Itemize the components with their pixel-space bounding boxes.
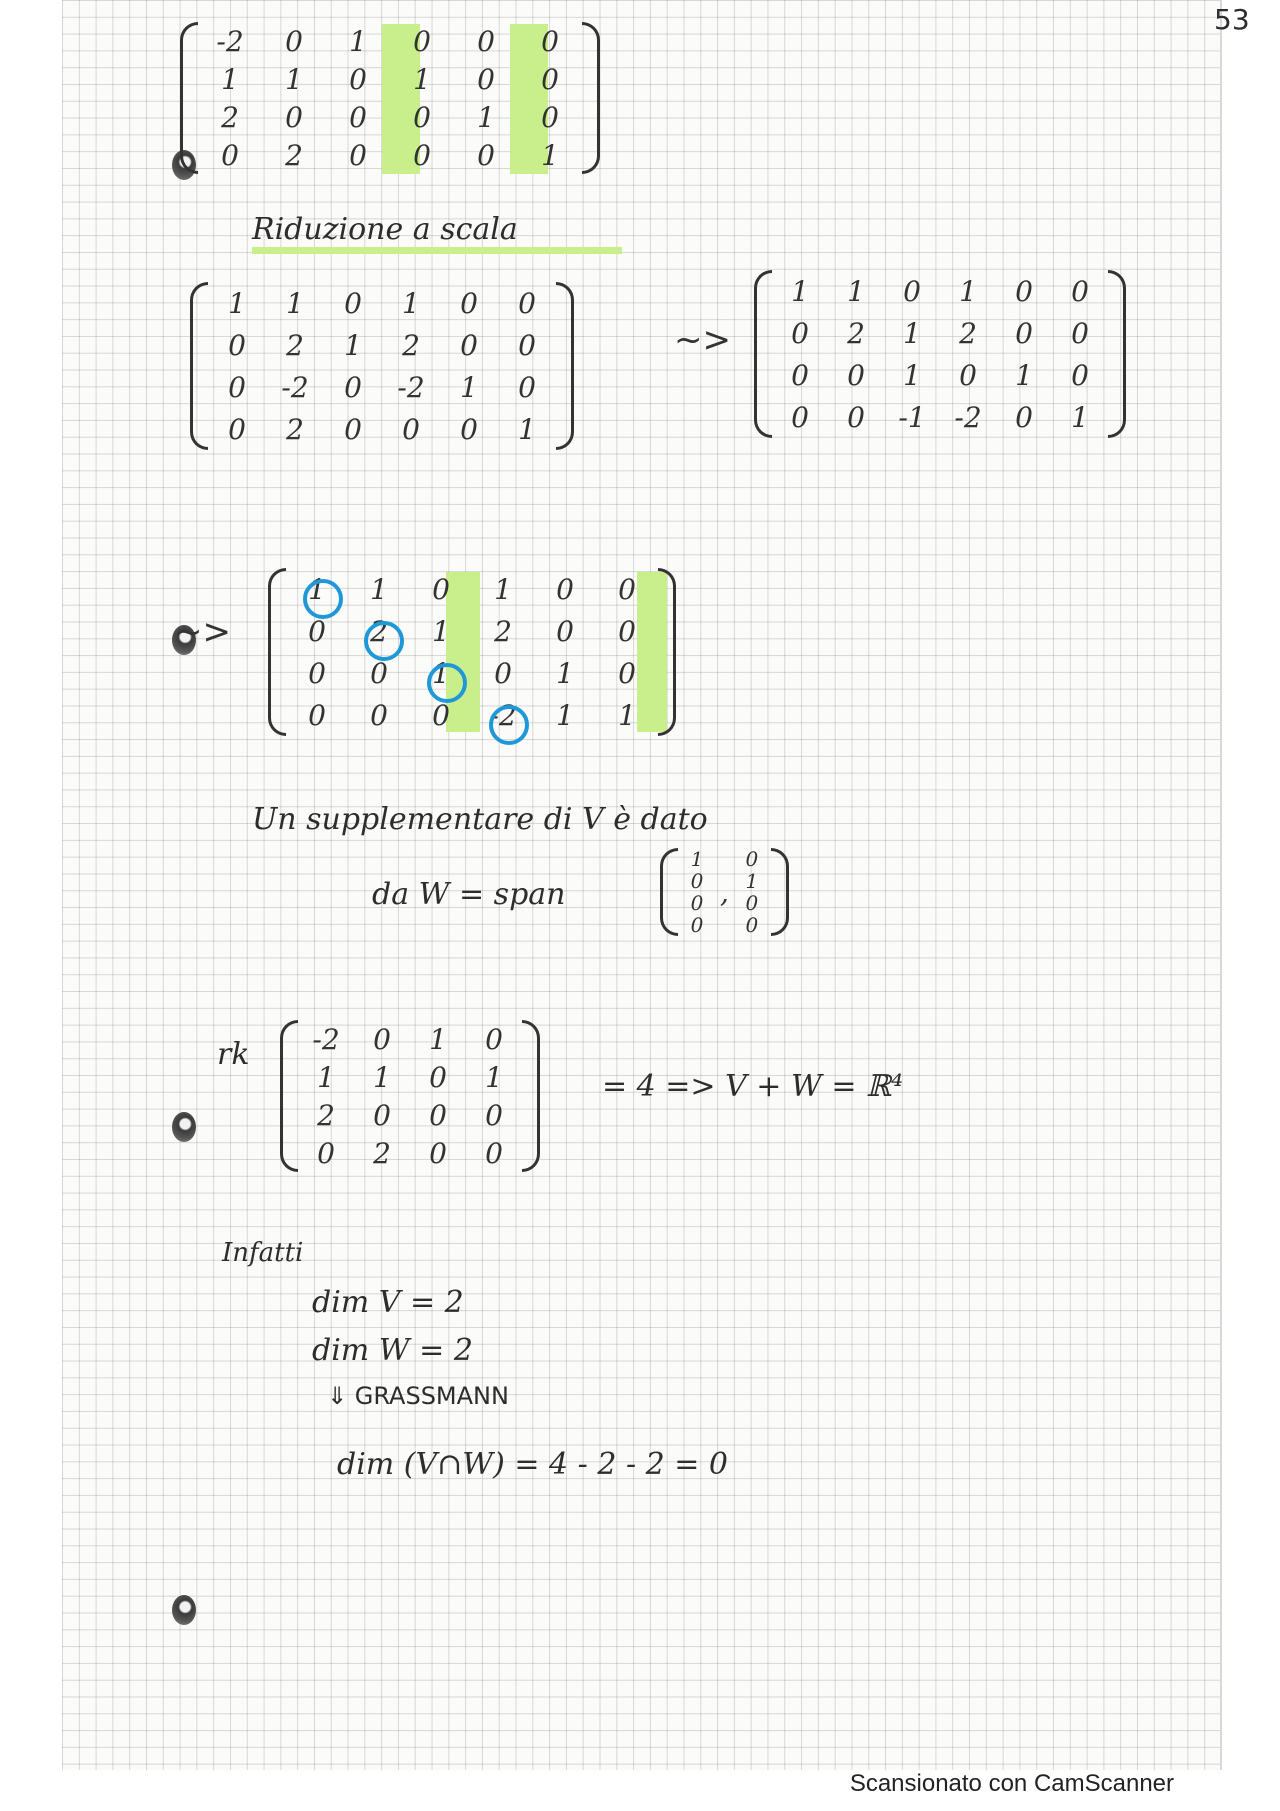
matrix-cell: 0 xyxy=(308,614,326,648)
matrix-cells xyxy=(772,270,1108,438)
pivot-circle xyxy=(489,705,529,745)
matrix-cell: 0 xyxy=(690,869,704,893)
matrix-cell: 2 xyxy=(286,328,304,362)
dim-w: dim W = 2 xyxy=(312,1333,473,1368)
equiv-arrow: ~> xyxy=(674,320,731,360)
matrix-bracket-right xyxy=(658,568,676,736)
dim-v: dim V = 2 xyxy=(312,1285,464,1320)
page-number: 53 xyxy=(1214,3,1250,36)
matrix-cell: 0 xyxy=(541,24,559,58)
matrix-cell: 0 xyxy=(429,1098,447,1132)
matrix-cell: 0 xyxy=(485,1022,503,1056)
matrix-cell: 0 xyxy=(518,328,536,362)
matrix-cell: 0 xyxy=(494,656,512,690)
pivot-circle xyxy=(364,621,404,661)
matrix-cell: 0 xyxy=(317,1136,335,1170)
matrix-cell: 0 xyxy=(432,572,450,606)
matrix-cell: 0 xyxy=(518,370,536,404)
matrix-cell: 2 xyxy=(317,1098,335,1132)
matrix-cell: 0 xyxy=(432,698,450,732)
matrix-cell: 0 xyxy=(618,572,636,606)
matrix-cell: 0 xyxy=(556,614,574,648)
matrix-cell: 1 xyxy=(344,328,362,362)
matrix-cell: 0 xyxy=(344,370,362,404)
matrix-cell: 1 xyxy=(541,138,559,172)
matrix-cell: 0 xyxy=(1015,274,1033,308)
matrix-cell: 0 xyxy=(370,656,388,690)
notebook-page xyxy=(62,0,1250,1770)
comma: , xyxy=(720,875,729,909)
matrix-cells xyxy=(678,848,716,936)
matrix-cell: 1 xyxy=(618,698,636,732)
matrix-cell: 0 xyxy=(745,913,759,937)
matrix-cells xyxy=(198,22,582,174)
matrix-cell: 1 xyxy=(349,24,367,58)
section-title: Riduzione a scala xyxy=(252,212,518,247)
matrix-cell: 1 xyxy=(402,286,420,320)
matrix-cell: 0 xyxy=(228,328,246,362)
matrix-cell: 0 xyxy=(429,1136,447,1170)
matrix-cell: 1 xyxy=(432,614,450,648)
binder-hole xyxy=(172,1595,196,1625)
matrix-cell: 0 xyxy=(221,138,239,172)
matrix-cell: 1 xyxy=(373,1060,391,1094)
matrix-cell: -2 xyxy=(216,24,244,58)
matrix-cell: -2 xyxy=(954,400,982,434)
matrix-cell: 0 xyxy=(308,656,326,690)
matrix-cell: 1 xyxy=(228,286,246,320)
matrix-bracket-left xyxy=(754,270,772,438)
matrix-cell: 0 xyxy=(477,24,495,58)
matrix-cell: 0 xyxy=(1071,316,1089,350)
matrix-cell: 1 xyxy=(1071,400,1089,434)
matrix-cell: 0 xyxy=(373,1022,391,1056)
matrix-cell: 1 xyxy=(460,370,478,404)
matrix-cell: 0 xyxy=(285,100,303,134)
matrix-cell: 0 xyxy=(690,891,704,915)
rank-result: = 4 => V + W = ℝ⁴ xyxy=(602,1069,903,1104)
span-vector-1 xyxy=(678,848,716,936)
matrix-cell: 0 xyxy=(1015,316,1033,350)
matrix-cell: 1 xyxy=(518,412,536,446)
matrix-cells xyxy=(733,848,771,936)
matrix-bracket-right xyxy=(556,282,574,450)
matrix-bracket-left xyxy=(280,1020,298,1172)
matrix-cell: 0 xyxy=(903,274,921,308)
matrix-cell: 0 xyxy=(745,847,759,871)
matrix-cell: 0 xyxy=(460,412,478,446)
dim-intersection: dim (V∩W) = 4 - 2 - 2 = 0 xyxy=(337,1447,729,1482)
matrix-cell: 2 xyxy=(847,316,865,350)
matrix-cell: 0 xyxy=(349,100,367,134)
matrix-cell: 2 xyxy=(221,100,239,134)
matrix-cell: 0 xyxy=(847,358,865,392)
matrix-cell: 1 xyxy=(429,1022,447,1056)
matrix-cell: 1 xyxy=(556,698,574,732)
matrix-cell: 0 xyxy=(370,698,388,732)
matrix-bracket-left xyxy=(268,568,286,736)
matrix-cell: 1 xyxy=(556,656,574,690)
matrix-cell: 0 xyxy=(556,572,574,606)
matrix-cell: 1 xyxy=(847,274,865,308)
matrix-cell: 0 xyxy=(541,100,559,134)
matrix-cell: 0 xyxy=(791,316,809,350)
matrix-cell: 0 xyxy=(228,412,246,446)
matrix-cell: 0 xyxy=(344,286,362,320)
binder-hole xyxy=(172,1112,196,1142)
matrix-cell: 0 xyxy=(618,614,636,648)
matrix-reduce-1 xyxy=(190,282,574,450)
pivot-circle xyxy=(303,579,343,619)
matrix-rank xyxy=(280,1020,540,1172)
matrix-cell: 2 xyxy=(286,412,304,446)
matrix-cell: 1 xyxy=(903,316,921,350)
scanner-watermark: Scansionato con CamScanner xyxy=(849,1770,1174,1797)
matrix-cell: 1 xyxy=(959,274,977,308)
matrix-cell: -1 xyxy=(898,400,926,434)
matrix-cells xyxy=(208,282,556,450)
matrix-cell: 1 xyxy=(745,869,759,893)
matrix-cell: 1 xyxy=(285,62,303,96)
matrix-cell: 0 xyxy=(618,656,636,690)
matrix-cell: 0 xyxy=(485,1136,503,1170)
matrix-cell: 0 xyxy=(308,698,326,732)
matrix-cell: 2 xyxy=(285,138,303,172)
matrix-cell: 0 xyxy=(1071,274,1089,308)
matrix-cell: 1 xyxy=(485,1060,503,1094)
matrix-cells xyxy=(298,1020,522,1172)
matrix-cell: 0 xyxy=(429,1060,447,1094)
equiv-arrow: ~> xyxy=(174,612,231,652)
matrix-bracket-right xyxy=(522,1020,540,1172)
infatti-label: Infatti xyxy=(222,1238,304,1268)
complement-line-2: da W = span xyxy=(372,877,566,912)
matrix-cell: 1 xyxy=(317,1060,335,1094)
matrix-cell: 1 xyxy=(370,572,388,606)
matrix-cell: 0 xyxy=(413,138,431,172)
matrix-cell: 2 xyxy=(402,328,420,362)
matrix-cell: 0 xyxy=(959,358,977,392)
matrix-cell: 1 xyxy=(791,274,809,308)
span-vector-2 xyxy=(733,848,771,936)
matrix-cell: 0 xyxy=(485,1098,503,1132)
matrix-bracket-left xyxy=(190,282,208,450)
matrix-cell: 0 xyxy=(373,1098,391,1132)
matrix-bracket-left xyxy=(180,22,198,174)
grassmann-label: ⇓ GRASSMANN xyxy=(327,1382,509,1410)
matrix-cell: 0 xyxy=(413,24,431,58)
matrix-cell: 0 xyxy=(477,62,495,96)
matrix-cell: 1 xyxy=(308,572,326,606)
complement-line-1: Un supplementare di V è dato xyxy=(252,802,708,837)
pivot-circle xyxy=(427,663,467,703)
matrix-cell: 0 xyxy=(518,286,536,320)
matrix-cell: 0 xyxy=(791,358,809,392)
matrix-cell: 1 xyxy=(494,572,512,606)
matrix-cell: 0 xyxy=(1071,358,1089,392)
matrix-cell: 1 xyxy=(690,847,704,871)
matrix-cell: 0 xyxy=(690,913,704,937)
matrix-cell: 0 xyxy=(349,62,367,96)
span-paren-left xyxy=(660,848,678,936)
matrix-cell: 0 xyxy=(460,286,478,320)
rank-label: rk xyxy=(217,1037,250,1072)
matrix-cell: 1 xyxy=(286,286,304,320)
matrix-cell: 2 xyxy=(370,614,388,648)
matrix-cell: 0 xyxy=(1015,400,1033,434)
span-paren-right xyxy=(771,848,789,936)
matrix-cell: -2 xyxy=(489,698,517,732)
matrix-cell: 2 xyxy=(959,316,977,350)
matrix-cell: 2 xyxy=(373,1136,391,1170)
matrix-cell: 1 xyxy=(432,656,450,690)
matrix-cell: 0 xyxy=(847,400,865,434)
matrix-cell: 1 xyxy=(221,62,239,96)
matrix-cell: 0 xyxy=(344,412,362,446)
matrix-cell: 0 xyxy=(460,328,478,362)
matrix-cell: 0 xyxy=(402,412,420,446)
matrix-cell: 1 xyxy=(1015,358,1033,392)
matrix-cell: 0 xyxy=(285,24,303,58)
matrix-reduce-2 xyxy=(754,270,1126,438)
matrix-cell: 0 xyxy=(477,138,495,172)
span-vectors xyxy=(660,848,789,936)
matrix-cell: 1 xyxy=(903,358,921,392)
matrix-bracket-right xyxy=(1108,270,1126,438)
matrix-cell: 0 xyxy=(349,138,367,172)
matrix-cell: 1 xyxy=(413,62,431,96)
matrix-cell: 0 xyxy=(745,891,759,915)
matrix-cell: 0 xyxy=(228,370,246,404)
matrix-top xyxy=(180,22,600,174)
title-highlight xyxy=(252,247,622,254)
matrix-bracket-right xyxy=(582,22,600,174)
matrix-cell: 0 xyxy=(541,62,559,96)
matrix-cell: 1 xyxy=(477,100,495,134)
matrix-cell: -2 xyxy=(281,370,309,404)
matrix-cell: 0 xyxy=(413,100,431,134)
matrix-cell: -2 xyxy=(397,370,425,404)
matrix-cell: 0 xyxy=(791,400,809,434)
matrix-cell: -2 xyxy=(312,1022,340,1056)
matrix-cell: 2 xyxy=(494,614,512,648)
